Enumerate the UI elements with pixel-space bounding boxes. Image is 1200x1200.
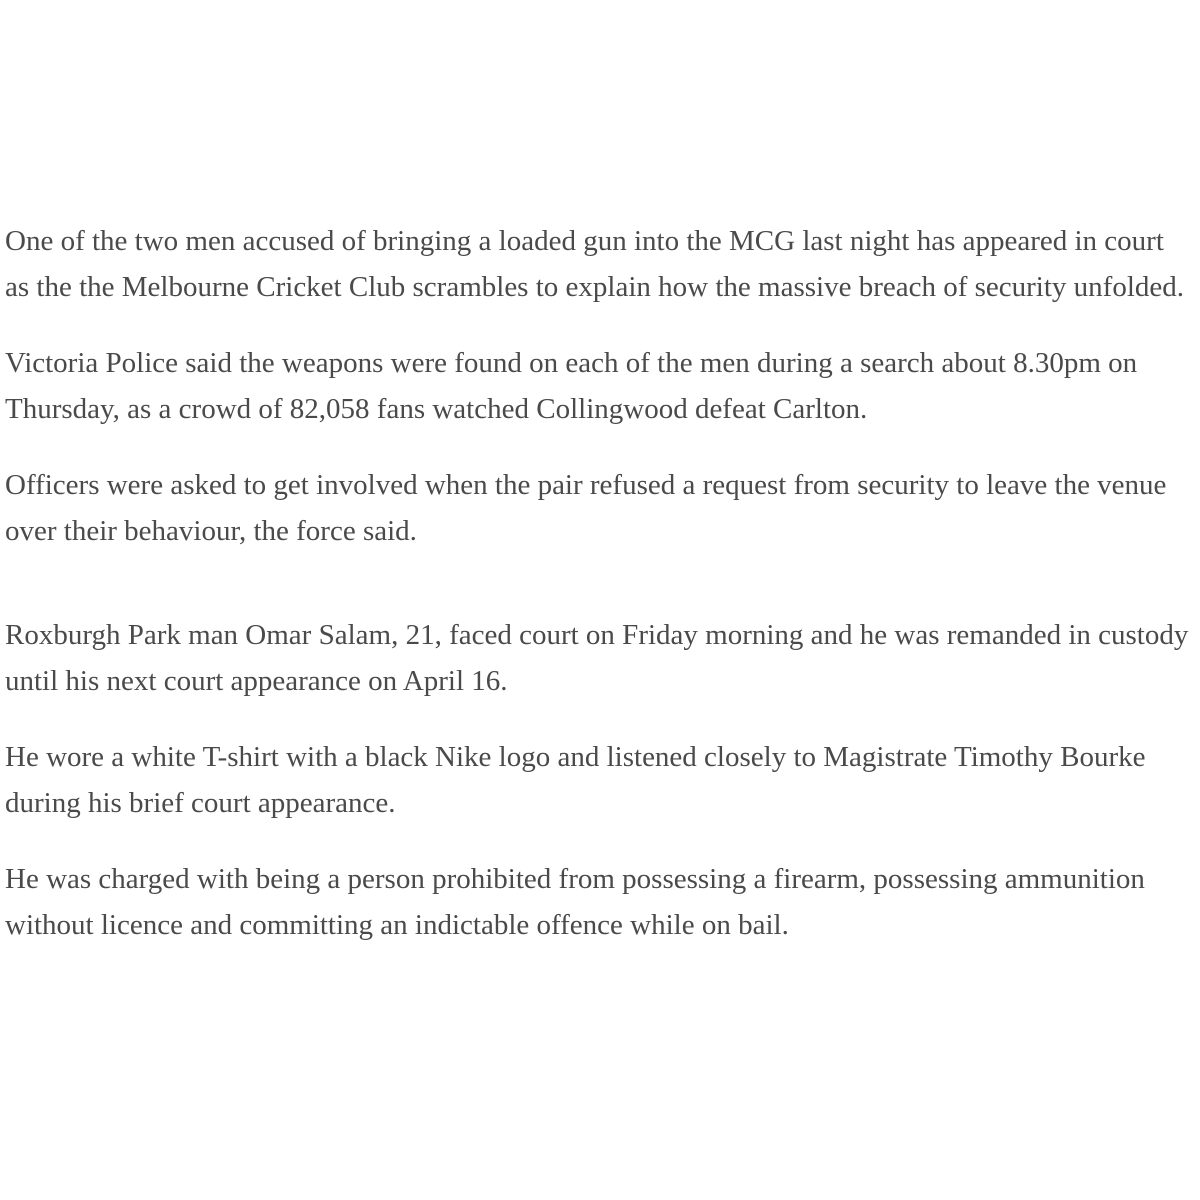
article-paragraph-3: Officers were asked to get involved when the pair refused a request from security to leave the venue over their behaviour, the force said. [5, 469, 1167, 547]
article-body [5, 218, 1195, 948]
article-paragraph-6: He was charged with being a person prohibited from possessing a firearm, possessing ammunition without licence and committing an indictable offence while on bail. [5, 863, 1145, 941]
article-paragraph-4: Roxburgh Park man Omar Salam, 21, faced court on Friday morning and he was remanded in custody until his next court appearance on April 16. [5, 619, 1189, 697]
article-paragraph-2: Victoria Police said the weapons were found on each of the men during a search about 8.30pm on Thursday, as a crowd of 82,058 fans watched Collingwood defeat Carlton. [5, 347, 1138, 425]
article-paragraph-1: One of the two men accused of bringing a loaded gun into the MCG last night has appeared in court as the the Melbourne Cricket Club scrambles to explain how the massive breach of security unfolded. [5, 225, 1185, 303]
article-paragraph-5: He wore a white T-shirt with a black Nike logo and listened closely to Magistrate Timothy Bourke during his brief court appearance. [5, 741, 1146, 819]
